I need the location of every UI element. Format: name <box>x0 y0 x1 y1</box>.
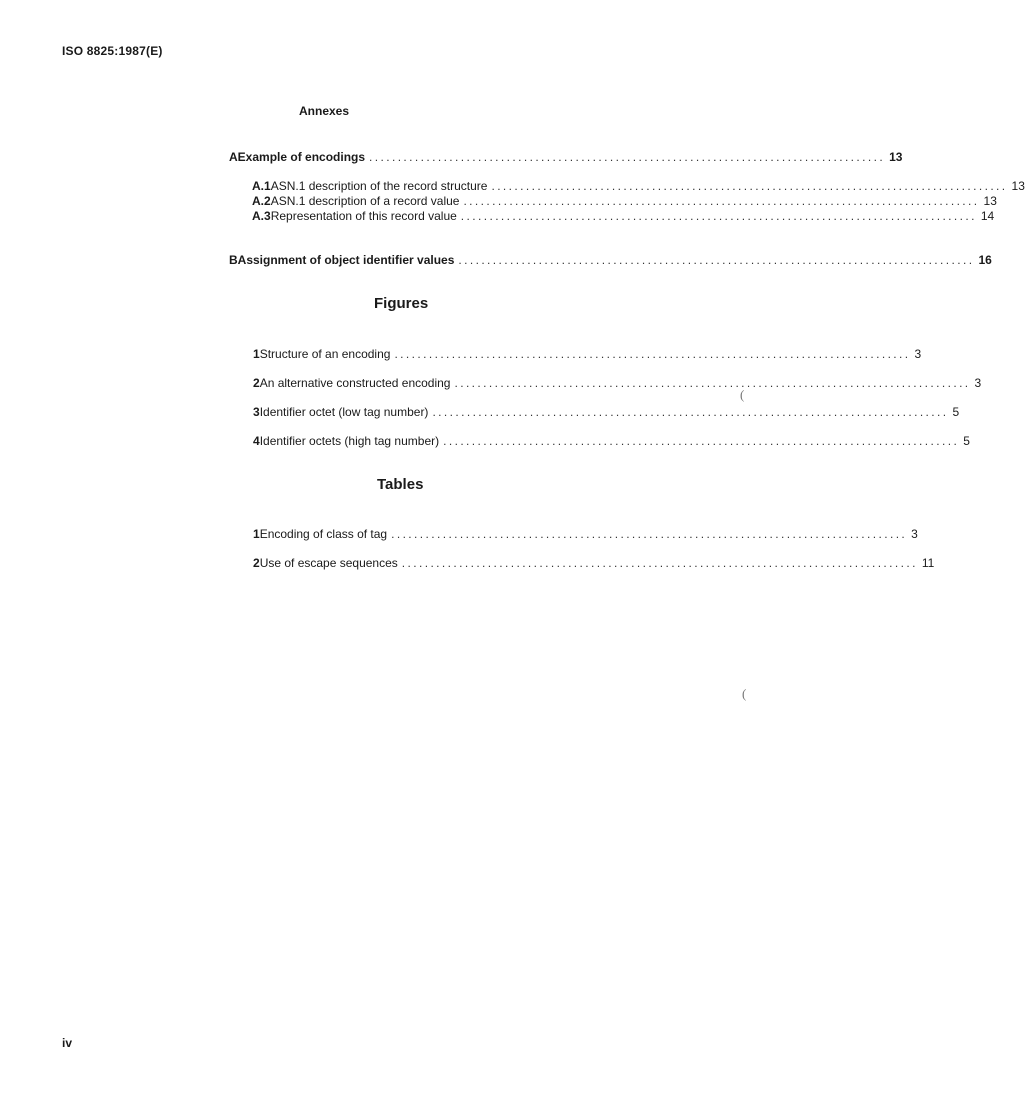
toc-entry-figure-3 <box>253 405 960 419</box>
annex-letter: B <box>229 253 238 267</box>
leader-dots: .......................................................................................... <box>491 179 1008 193</box>
annex-title: Example of encodings <box>237 150 366 164</box>
toc-entry-a3 <box>252 209 995 223</box>
subsection-title: Representation of this record value <box>270 209 457 223</box>
page-number: 16 <box>978 253 992 267</box>
table-number: 1 <box>253 527 260 541</box>
figure-title: An alternative constructed encoding <box>259 376 451 390</box>
figure-title: Identifier octets (high tag number) <box>259 434 440 448</box>
table-number: 2 <box>253 556 260 570</box>
figure-number: 4 <box>253 434 260 448</box>
page-footer-number: iv <box>62 1036 73 1050</box>
leader-dots: .......................................................................................... <box>463 194 980 208</box>
leader-dots: .......................................................................................... <box>391 527 908 541</box>
figure-number: 1 <box>253 347 260 361</box>
subsection-number: A.1 <box>252 179 271 193</box>
leader-dots: .......................................................................................... <box>394 347 911 361</box>
scan-mark: ( <box>740 387 745 402</box>
leader-dots: .......................................................................................... <box>460 209 977 223</box>
toc-entry-table-2 <box>253 556 935 570</box>
annex-letter: A <box>229 150 238 164</box>
subsection-number: A.3 <box>252 209 271 223</box>
leader-dots: .......................................................................................... <box>401 556 918 570</box>
table-title: Use of escape sequences <box>259 556 398 570</box>
leader-dots: .......................................................................................... <box>369 150 886 164</box>
scan-mark: ( <box>742 686 747 701</box>
annexes-heading: Annexes <box>299 104 350 118</box>
figure-title: Structure of an encoding <box>259 347 391 361</box>
toc-entry-table-1 <box>253 527 918 541</box>
leader-dots: .......................................................................................... <box>458 253 975 267</box>
leader-dots: .......................................................................................... <box>432 405 949 419</box>
toc-entry-a1 <box>252 179 1025 193</box>
document-id: ISO 8825:1987(E) <box>62 44 163 58</box>
toc-entry-a2 <box>252 194 997 208</box>
subsection-title: ASN.1 description of the record structure <box>270 179 488 193</box>
page-number: 11 <box>921 556 935 570</box>
annex-title: Assignment of object identifier values <box>237 253 455 267</box>
subsection-number: A.2 <box>252 194 271 208</box>
toc-entry-annex-b <box>229 253 992 267</box>
toc-entry-figure-2 <box>253 376 982 390</box>
table-title: Encoding of class of tag <box>259 527 388 541</box>
page-number: 3 <box>974 376 982 390</box>
page-number: 3 <box>914 347 922 361</box>
toc-entry-figure-1 <box>253 347 922 361</box>
leader-dots: .......................................................................................... <box>454 376 971 390</box>
figure-number: 3 <box>253 405 260 419</box>
page-number: 5 <box>963 434 970 448</box>
page-number: 14 <box>980 209 995 223</box>
page-number: 13 <box>983 194 997 208</box>
page-number: 5 <box>952 405 960 419</box>
page-number: 3 <box>911 527 918 541</box>
subsection-title: ASN.1 description of a record value <box>270 194 460 208</box>
figure-number: 2 <box>253 376 260 390</box>
leader-dots: .......................................................................................... <box>443 434 960 448</box>
tables-heading: Tables <box>377 476 424 493</box>
toc-entry-figure-4 <box>253 434 970 448</box>
figure-title: Identifier octet (low tag number) <box>259 405 429 419</box>
figures-heading: Figures <box>374 295 429 312</box>
toc-entry-annex-a <box>229 150 903 164</box>
page-number: 13 <box>889 150 903 164</box>
page-number: 13 <box>1011 179 1025 193</box>
